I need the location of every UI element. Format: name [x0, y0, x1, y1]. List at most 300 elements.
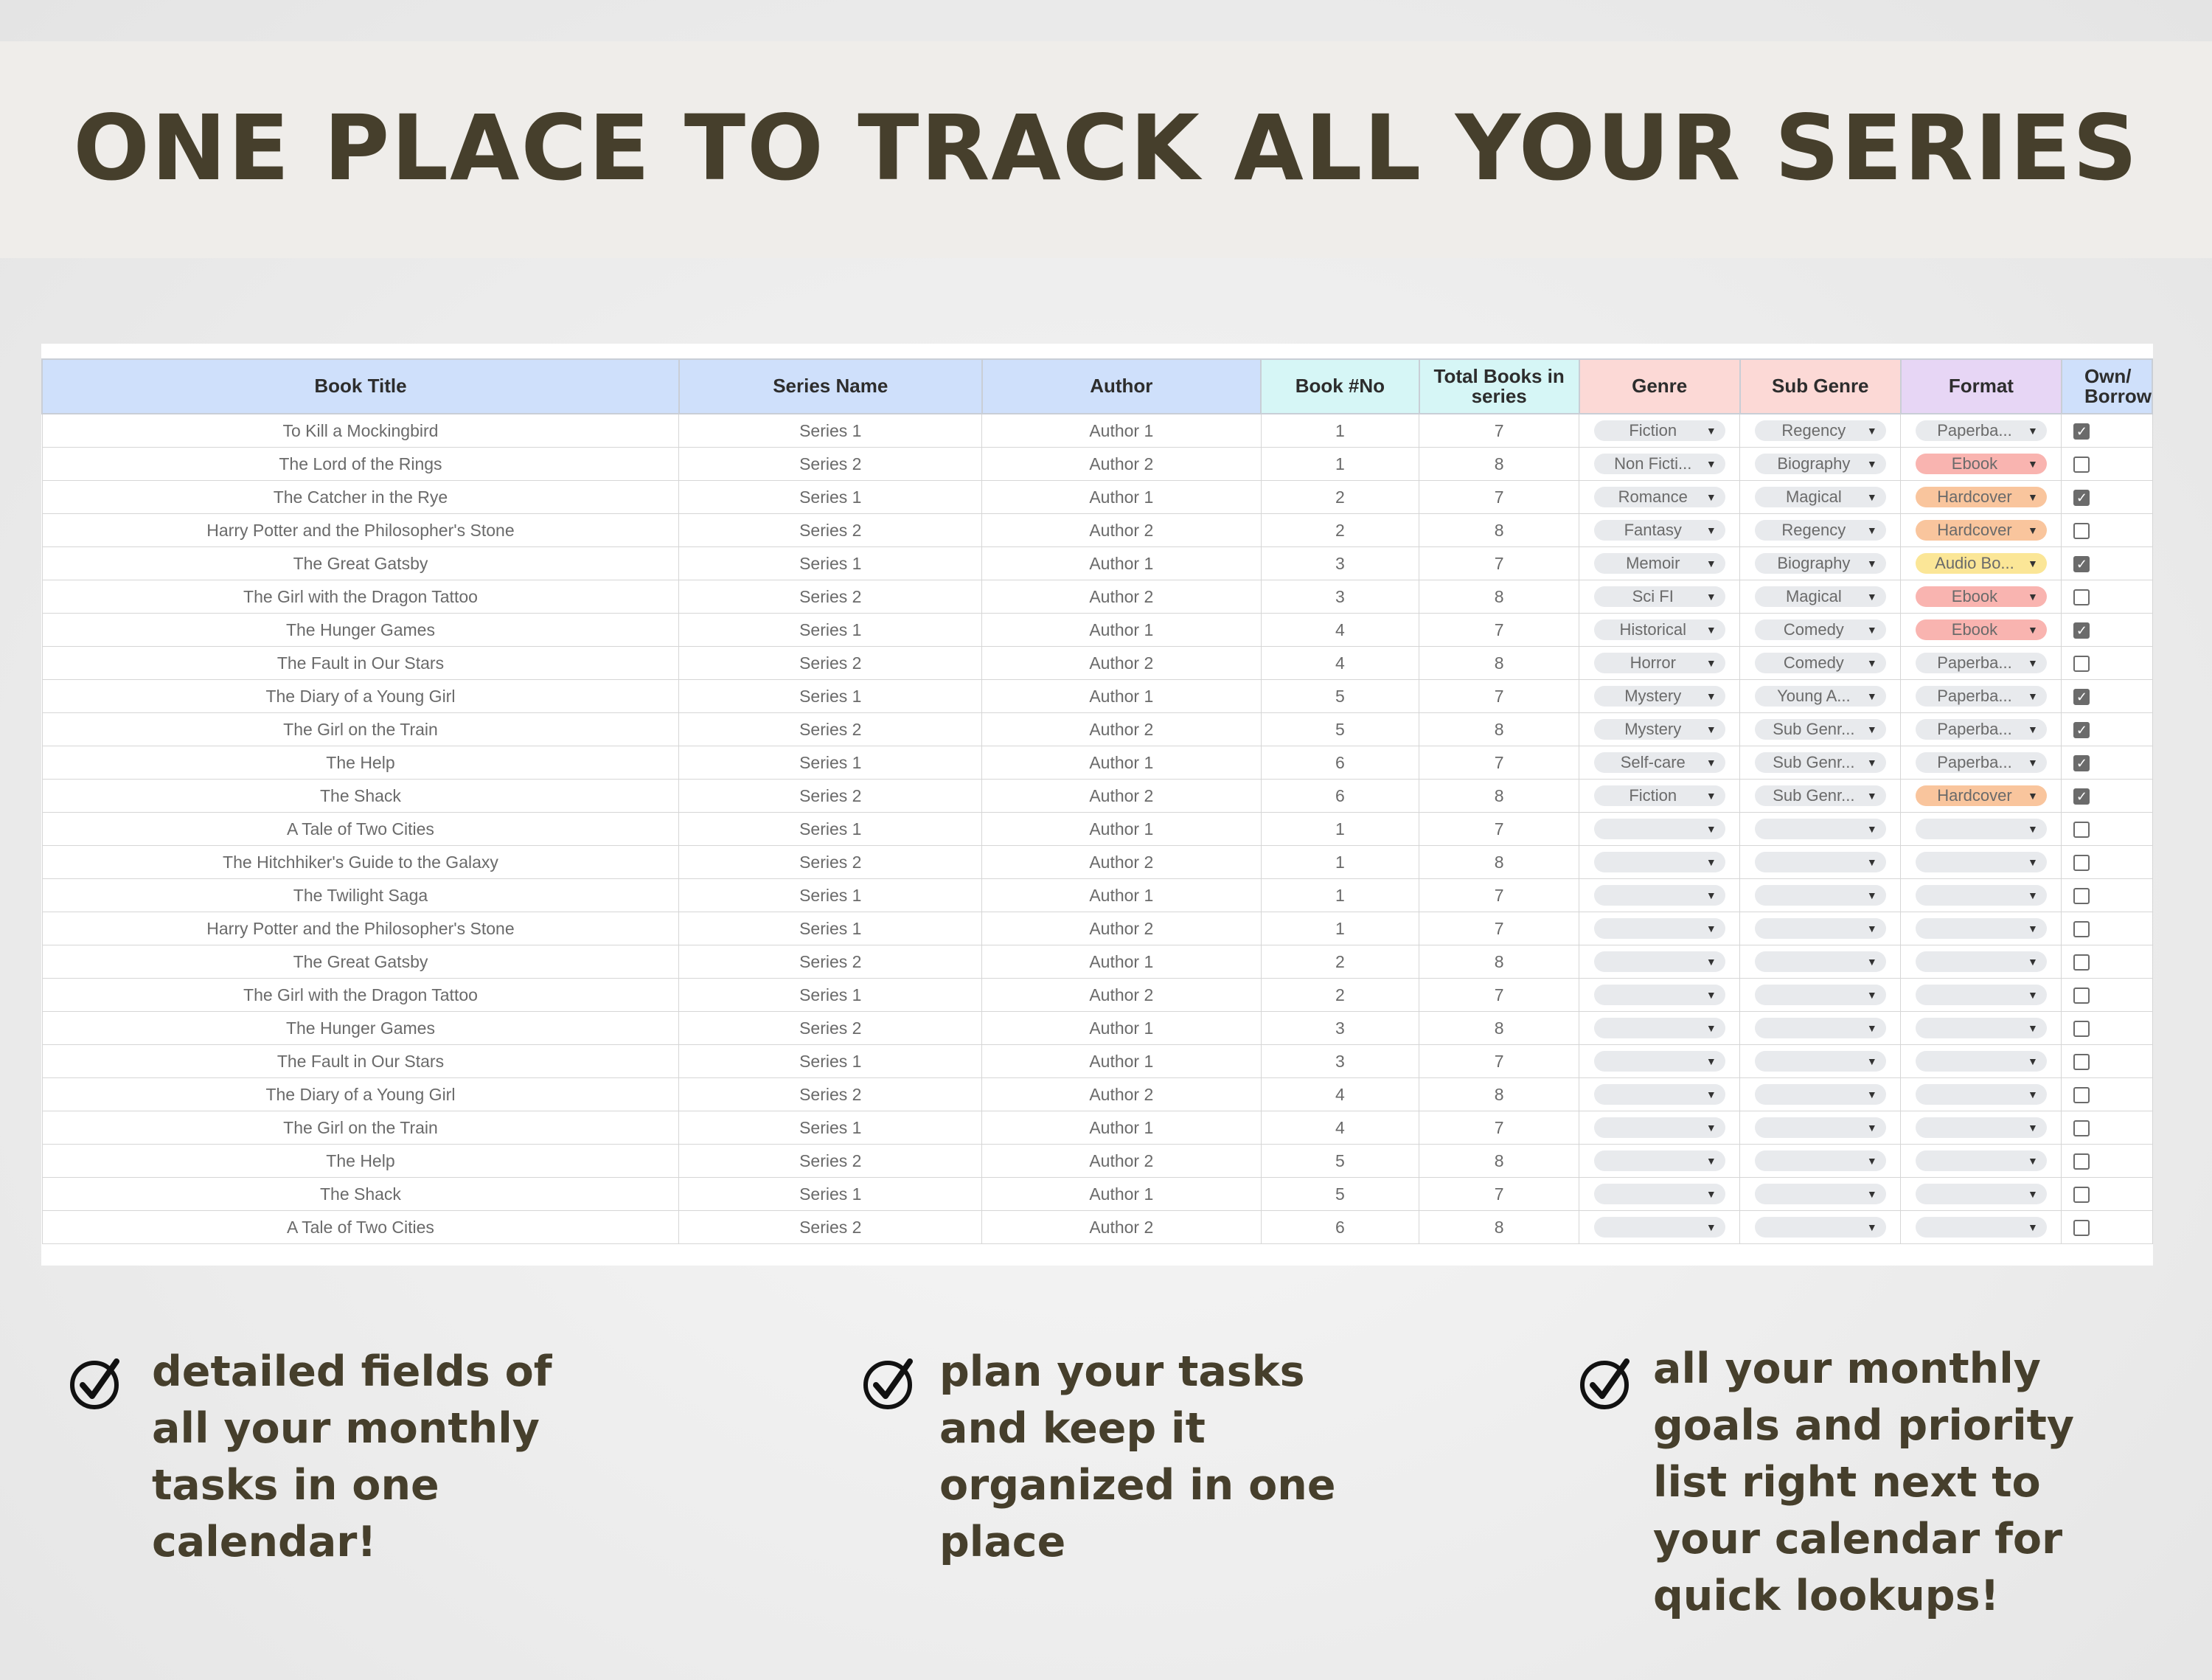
sub-genre-dropdown[interactable]: [1755, 719, 1886, 740]
own-checkbox[interactable]: ✓: [2073, 490, 2090, 506]
cell-book-title[interactable]: The Lord of the Rings: [42, 448, 679, 481]
header-book-title[interactable]: Book Title: [42, 359, 679, 414]
cell-book-title[interactable]: The Hunger Games: [42, 1012, 679, 1045]
cell-total-books[interactable]: 8: [1419, 514, 1579, 547]
cell-book-no[interactable]: 6: [1261, 1211, 1419, 1244]
cell-total-books[interactable]: 8: [1419, 780, 1579, 813]
check-circle-icon: [68, 1356, 124, 1412]
cell-series-name[interactable]: Series 2: [679, 514, 982, 547]
genre-dropdown[interactable]: [1594, 653, 1725, 673]
cell-book-no[interactable]: 5: [1261, 1145, 1419, 1178]
own-checkbox[interactable]: [2073, 523, 2090, 539]
cell-genre: [1579, 547, 1740, 580]
cell-author[interactable]: Author 2: [982, 979, 1261, 1012]
dropdown-value: Paperba...: [1937, 720, 2012, 739]
cell-series-name[interactable]: Series 2: [679, 580, 982, 614]
caret-down-icon: ▼: [1866, 458, 1877, 471]
cell-book-title[interactable]: The Great Gatsby: [42, 945, 679, 979]
cell-book-no[interactable]: 1: [1261, 813, 1419, 846]
genre-dropdown[interactable]: [1594, 1084, 1725, 1105]
cell-total-books[interactable]: 7: [1419, 746, 1579, 780]
cell-own-borrow: [2062, 1111, 2152, 1145]
sub-genre-dropdown[interactable]: [1755, 785, 1886, 806]
header-genre[interactable]: Genre: [1579, 359, 1740, 414]
cell-author[interactable]: Author 1: [982, 1111, 1261, 1145]
own-checkbox[interactable]: [2073, 457, 2090, 473]
cell-total-books[interactable]: 8: [1419, 1145, 1579, 1178]
own-checkbox[interactable]: [2073, 1021, 2090, 1037]
genre-dropdown[interactable]: [1594, 1150, 1725, 1171]
cell-sub-genre: [1740, 945, 1901, 979]
cell-genre: [1579, 680, 1740, 713]
caret-down-icon: ▼: [2028, 624, 2038, 636]
cell-book-title[interactable]: The Diary of a Young Girl: [42, 1078, 679, 1111]
cell-sub-genre: [1740, 912, 1901, 945]
cell-author[interactable]: Author 1: [982, 1178, 1261, 1211]
cell-series-name[interactable]: Series 1: [679, 1111, 982, 1145]
sub-genre-dropdown[interactable]: [1755, 752, 1886, 773]
cell-author[interactable]: Author 1: [982, 746, 1261, 780]
caret-down-icon: ▼: [2028, 1055, 2038, 1068]
caret-down-icon: ▼: [1705, 591, 1717, 603]
table-row: [42, 1178, 2152, 1211]
cell-total-books[interactable]: 8: [1419, 1211, 1579, 1244]
format-dropdown[interactable]: [1916, 553, 2047, 574]
genre-dropdown[interactable]: [1594, 752, 1725, 773]
own-checkbox[interactable]: [2073, 855, 2090, 871]
format-dropdown[interactable]: [1916, 1184, 2047, 1204]
format-dropdown[interactable]: [1916, 885, 2047, 906]
caret-down-icon: ▼: [1866, 790, 1877, 802]
cell-book-no[interactable]: 1: [1261, 879, 1419, 912]
cell-author[interactable]: Author 1: [982, 813, 1261, 846]
cell-author[interactable]: Author 1: [982, 879, 1261, 912]
sub-genre-dropdown[interactable]: [1755, 918, 1886, 939]
cell-book-no[interactable]: 1: [1261, 912, 1419, 945]
sub-genre-dropdown[interactable]: [1755, 1217, 1886, 1238]
cell-author[interactable]: Author 1: [982, 614, 1261, 647]
sub-genre-dropdown[interactable]: [1755, 520, 1886, 541]
genre-dropdown[interactable]: [1594, 785, 1725, 806]
header-own-borrow[interactable]: Own/ Borrow: [2062, 359, 2152, 414]
own-checkbox[interactable]: [2073, 1087, 2090, 1103]
cell-own-borrow: [2062, 547, 2152, 580]
cell-series-name[interactable]: Series 1: [679, 614, 982, 647]
cell-total-books[interactable]: 8: [1419, 448, 1579, 481]
genre-dropdown[interactable]: [1594, 454, 1725, 474]
cell-author[interactable]: Author 1: [982, 481, 1261, 514]
cell-series-name[interactable]: Series 1: [679, 879, 982, 912]
cell-series-name[interactable]: Series 1: [679, 547, 982, 580]
own-checkbox[interactable]: ✓: [2073, 689, 2090, 705]
cell-author[interactable]: Author 2: [982, 713, 1261, 746]
cell-genre: [1579, 414, 1740, 448]
cell-total-books[interactable]: 8: [1419, 713, 1579, 746]
cell-author[interactable]: Author 2: [982, 580, 1261, 614]
caret-down-icon: ▼: [2028, 790, 2038, 802]
genre-dropdown[interactable]: [1594, 985, 1725, 1005]
dropdown-value: Regency: [1781, 421, 1846, 440]
cell-author[interactable]: Author 1: [982, 547, 1261, 580]
sub-genre-dropdown[interactable]: [1755, 686, 1886, 707]
cell-total-books[interactable]: 8: [1419, 1012, 1579, 1045]
dropdown-value: Audio Bo...: [1935, 554, 2014, 573]
cell-book-title[interactable]: The Twilight Saga: [42, 879, 679, 912]
cell-total-books[interactable]: 8: [1419, 1078, 1579, 1111]
cell-book-title[interactable]: The Shack: [42, 1178, 679, 1211]
header-author[interactable]: Author: [982, 359, 1261, 414]
cell-book-title[interactable]: The Girl on the Train: [42, 713, 679, 746]
cell-author[interactable]: Author 1: [982, 414, 1261, 448]
caret-down-icon: ▼: [1866, 723, 1877, 736]
cell-sub-genre: [1740, 780, 1901, 813]
cell-book-title[interactable]: The Girl with the Dragon Tattoo: [42, 979, 679, 1012]
cell-total-books[interactable]: 7: [1419, 1178, 1579, 1211]
cell-book-no[interactable]: 2: [1261, 945, 1419, 979]
sub-genre-dropdown[interactable]: [1755, 553, 1886, 574]
own-checkbox[interactable]: [2073, 954, 2090, 971]
sub-genre-dropdown[interactable]: [1755, 487, 1886, 507]
format-dropdown[interactable]: [1916, 586, 2047, 607]
cell-book-title[interactable]: To Kill a Mockingbird: [42, 414, 679, 448]
cell-total-books[interactable]: 8: [1419, 945, 1579, 979]
format-dropdown[interactable]: [1916, 619, 2047, 640]
caret-down-icon: ▼: [1705, 889, 1717, 902]
cell-series-name[interactable]: Series 2: [679, 647, 982, 680]
cell-series-name[interactable]: Series 2: [679, 1211, 982, 1244]
cell-format: [1901, 1178, 2062, 1211]
cell-author[interactable]: Author 2: [982, 647, 1261, 680]
format-dropdown[interactable]: [1916, 653, 2047, 673]
cell-author[interactable]: Author 2: [982, 846, 1261, 879]
sub-genre-dropdown[interactable]: [1755, 420, 1886, 441]
genre-dropdown[interactable]: [1594, 1117, 1725, 1138]
caret-down-icon: ▼: [2028, 1122, 2038, 1134]
cell-author[interactable]: Author 2: [982, 912, 1261, 945]
cell-book-title[interactable]: The Diary of a Young Girl: [42, 680, 679, 713]
cell-total-books[interactable]: 7: [1419, 680, 1579, 713]
caret-down-icon: ▼: [2028, 591, 2038, 603]
cell-author[interactable]: Author 1: [982, 945, 1261, 979]
table-row: [42, 1078, 2152, 1111]
cell-total-books[interactable]: 7: [1419, 414, 1579, 448]
format-dropdown[interactable]: [1916, 1018, 2047, 1038]
sub-genre-dropdown[interactable]: [1755, 985, 1886, 1005]
cell-own-borrow: [2062, 945, 2152, 979]
own-checkbox[interactable]: ✓: [2073, 622, 2090, 639]
sub-genre-dropdown[interactable]: [1755, 619, 1886, 640]
sub-genre-dropdown[interactable]: [1755, 586, 1886, 607]
cell-format: [1901, 945, 2062, 979]
check-circle-icon: [1578, 1356, 1634, 1412]
format-dropdown[interactable]: [1916, 819, 2047, 839]
format-dropdown[interactable]: [1916, 918, 2047, 939]
header-total-books[interactable]: Total Books in series: [1419, 359, 1579, 414]
genre-dropdown[interactable]: [1594, 918, 1725, 939]
format-dropdown[interactable]: [1916, 985, 2047, 1005]
cell-format: [1901, 547, 2062, 580]
cell-series-name[interactable]: Series 2: [679, 1012, 982, 1045]
cell-book-title[interactable]: A Tale of Two Cities: [42, 1211, 679, 1244]
cell-book-no[interactable]: 4: [1261, 614, 1419, 647]
cell-book-no[interactable]: 6: [1261, 780, 1419, 813]
own-checkbox[interactable]: ✓: [2073, 788, 2090, 805]
genre-dropdown[interactable]: [1594, 1018, 1725, 1038]
sub-genre-dropdown[interactable]: [1755, 1117, 1886, 1138]
sub-genre-dropdown[interactable]: [1755, 1051, 1886, 1072]
cell-total-books[interactable]: 7: [1419, 547, 1579, 580]
own-checkbox[interactable]: [2073, 589, 2090, 605]
cell-total-books[interactable]: 7: [1419, 1045, 1579, 1078]
genre-dropdown[interactable]: [1594, 487, 1725, 507]
sub-genre-dropdown[interactable]: [1755, 1018, 1886, 1038]
caret-down-icon: ▼: [2028, 558, 2038, 570]
cell-series-name[interactable]: Series 1: [679, 813, 982, 846]
format-dropdown[interactable]: [1916, 520, 2047, 541]
cell-book-no[interactable]: 2: [1261, 979, 1419, 1012]
cell-book-no[interactable]: 1: [1261, 414, 1419, 448]
cell-book-no[interactable]: 4: [1261, 1111, 1419, 1145]
own-checkbox[interactable]: [2073, 1187, 2090, 1203]
header-sub-genre[interactable]: Sub Genre: [1740, 359, 1901, 414]
own-checkbox[interactable]: [2073, 987, 2090, 1004]
cell-format: [1901, 1211, 2062, 1244]
cell-book-title[interactable]: Harry Potter and the Philosopher's Stone: [42, 514, 679, 547]
cell-series-name[interactable]: Series 1: [679, 414, 982, 448]
genre-dropdown[interactable]: [1594, 1184, 1725, 1204]
cell-sub-genre: [1740, 879, 1901, 912]
cell-book-no[interactable]: 3: [1261, 1045, 1419, 1078]
header-series-name[interactable]: Series Name: [679, 359, 982, 414]
table-row: [42, 746, 2152, 780]
caret-down-icon: ▼: [1705, 989, 1717, 1002]
cell-book-no[interactable]: 3: [1261, 580, 1419, 614]
caret-down-icon: ▼: [1705, 923, 1717, 935]
cell-book-no[interactable]: 4: [1261, 1078, 1419, 1111]
cell-format: [1901, 414, 2062, 448]
caret-down-icon: ▼: [1866, 1188, 1877, 1201]
cell-series-name[interactable]: Series 2: [679, 448, 982, 481]
format-dropdown[interactable]: [1916, 1117, 2047, 1138]
genre-dropdown[interactable]: [1594, 719, 1725, 740]
cell-author[interactable]: Author 2: [982, 1145, 1261, 1178]
cell-book-title[interactable]: The Fault in Our Stars: [42, 1045, 679, 1078]
cell-sub-genre: [1740, 1078, 1901, 1111]
cell-author[interactable]: Author 2: [982, 1211, 1261, 1244]
cell-own-borrow: [2062, 813, 2152, 846]
caret-down-icon: ▼: [2028, 1155, 2038, 1167]
cell-series-name[interactable]: Series 2: [679, 1078, 982, 1111]
genre-dropdown[interactable]: [1594, 852, 1725, 872]
own-checkbox[interactable]: [2073, 1220, 2090, 1236]
caret-down-icon: ▼: [1705, 823, 1717, 836]
cell-series-name[interactable]: Series 1: [679, 979, 982, 1012]
cell-book-title[interactable]: The Great Gatsby: [42, 547, 679, 580]
cell-author[interactable]: Author 2: [982, 514, 1261, 547]
sub-genre-dropdown[interactable]: [1755, 454, 1886, 474]
own-checkbox[interactable]: [2073, 656, 2090, 672]
cell-book-no[interactable]: 5: [1261, 1178, 1419, 1211]
cell-total-books[interactable]: 7: [1419, 614, 1579, 647]
cell-book-title[interactable]: The Fault in Our Stars: [42, 647, 679, 680]
own-checkbox[interactable]: [2073, 1054, 2090, 1070]
caret-down-icon: ▼: [1866, 889, 1877, 902]
dropdown-value: Magical: [1785, 587, 1842, 606]
format-dropdown[interactable]: [1916, 487, 2047, 507]
own-checkbox[interactable]: [2073, 822, 2090, 838]
table-row: [42, 680, 2152, 713]
cell-total-books[interactable]: 7: [1419, 1111, 1579, 1145]
sub-genre-dropdown[interactable]: [1755, 852, 1886, 872]
dropdown-value: Comedy: [1783, 653, 1844, 673]
format-dropdown[interactable]: [1916, 752, 2047, 773]
format-dropdown[interactable]: [1916, 420, 2047, 441]
cell-series-name[interactable]: Series 2: [679, 945, 982, 979]
cell-series-name[interactable]: Series 1: [679, 1178, 982, 1211]
header-book-no[interactable]: Book #No: [1261, 359, 1419, 414]
own-checkbox[interactable]: [2073, 1153, 2090, 1170]
cell-book-title[interactable]: The Hitchhiker's Guide to the Galaxy: [42, 846, 679, 879]
sub-genre-dropdown[interactable]: [1755, 1084, 1886, 1105]
cell-author[interactable]: Author 2: [982, 448, 1261, 481]
cell-total-books[interactable]: 8: [1419, 846, 1579, 879]
dropdown-value: Biography: [1777, 554, 1851, 573]
genre-dropdown[interactable]: [1594, 520, 1725, 541]
cell-author[interactable]: Author 1: [982, 1045, 1261, 1078]
caret-down-icon: ▼: [1705, 425, 1717, 437]
cell-sub-genre: [1740, 813, 1901, 846]
dropdown-value: Horror: [1630, 653, 1676, 673]
own-checkbox[interactable]: ✓: [2073, 722, 2090, 738]
cell-series-name[interactable]: Series 1: [679, 680, 982, 713]
caret-down-icon: ▼: [1866, 558, 1877, 570]
cell-book-no[interactable]: 2: [1261, 481, 1419, 514]
own-checkbox[interactable]: ✓: [2073, 423, 2090, 440]
caret-down-icon: ▼: [2028, 757, 2038, 769]
cell-book-no[interactable]: 6: [1261, 746, 1419, 780]
cell-genre: [1579, 979, 1740, 1012]
cell-format: [1901, 912, 2062, 945]
format-dropdown[interactable]: [1916, 1084, 2047, 1105]
format-dropdown[interactable]: [1916, 454, 2047, 474]
cell-book-no[interactable]: 1: [1261, 448, 1419, 481]
own-checkbox[interactable]: [2073, 921, 2090, 937]
format-dropdown[interactable]: [1916, 1051, 2047, 1072]
cell-total-books[interactable]: 7: [1419, 912, 1579, 945]
cell-book-title[interactable]: The Catcher in the Rye: [42, 481, 679, 514]
cell-book-title[interactable]: The Shack: [42, 780, 679, 813]
cell-series-name[interactable]: Series 2: [679, 846, 982, 879]
cell-own-borrow: [2062, 1078, 2152, 1111]
cell-series-name[interactable]: Series 2: [679, 780, 982, 813]
format-dropdown[interactable]: [1916, 719, 2047, 740]
format-dropdown[interactable]: [1916, 1217, 2047, 1238]
cell-series-name[interactable]: Series 1: [679, 912, 982, 945]
sub-genre-dropdown[interactable]: [1755, 1150, 1886, 1171]
cell-author[interactable]: Author 2: [982, 1078, 1261, 1111]
dropdown-value: Paperba...: [1937, 421, 2012, 440]
genre-dropdown[interactable]: [1594, 1051, 1725, 1072]
cell-book-title[interactable]: The Girl on the Train: [42, 1111, 679, 1145]
genre-dropdown[interactable]: [1594, 420, 1725, 441]
cell-total-books[interactable]: 8: [1419, 647, 1579, 680]
own-checkbox[interactable]: ✓: [2073, 755, 2090, 771]
caret-down-icon: ▼: [1705, 723, 1717, 736]
title-banner: [0, 41, 2212, 258]
format-dropdown[interactable]: [1916, 951, 2047, 972]
sub-genre-dropdown[interactable]: [1755, 1184, 1886, 1204]
cell-author[interactable]: Author 1: [982, 1012, 1261, 1045]
cell-book-no[interactable]: 5: [1261, 680, 1419, 713]
sub-genre-dropdown[interactable]: [1755, 819, 1886, 839]
cell-total-books[interactable]: 7: [1419, 481, 1579, 514]
caret-down-icon: ▼: [1866, 524, 1877, 537]
genre-dropdown[interactable]: [1594, 885, 1725, 906]
cell-book-title[interactable]: The Girl with the Dragon Tattoo: [42, 580, 679, 614]
genre-dropdown[interactable]: [1594, 586, 1725, 607]
cell-book-title[interactable]: The Help: [42, 746, 679, 780]
cell-series-name[interactable]: Series 1: [679, 746, 982, 780]
sub-genre-dropdown[interactable]: [1755, 951, 1886, 972]
genre-dropdown[interactable]: [1594, 553, 1725, 574]
caret-down-icon: ▼: [1705, 1122, 1717, 1134]
cell-total-books[interactable]: 7: [1419, 979, 1579, 1012]
own-checkbox[interactable]: [2073, 888, 2090, 904]
own-checkbox[interactable]: ✓: [2073, 556, 2090, 572]
genre-dropdown[interactable]: [1594, 619, 1725, 640]
cell-book-no[interactable]: 3: [1261, 1012, 1419, 1045]
caret-down-icon: ▼: [1705, 956, 1717, 968]
cell-author[interactable]: Author 2: [982, 780, 1261, 813]
cell-total-books[interactable]: 7: [1419, 813, 1579, 846]
cell-series-name[interactable]: Series 2: [679, 1145, 982, 1178]
format-dropdown[interactable]: [1916, 785, 2047, 806]
cell-total-books[interactable]: 7: [1419, 879, 1579, 912]
genre-dropdown[interactable]: [1594, 1217, 1725, 1238]
genre-dropdown[interactable]: [1594, 686, 1725, 707]
cell-sub-genre: [1740, 713, 1901, 746]
cell-total-books[interactable]: 8: [1419, 580, 1579, 614]
dropdown-value: Mystery: [1624, 720, 1682, 739]
dropdown-value: Fantasy: [1624, 521, 1682, 540]
format-dropdown[interactable]: [1916, 1150, 2047, 1171]
genre-dropdown[interactable]: [1594, 819, 1725, 839]
genre-dropdown[interactable]: [1594, 951, 1725, 972]
sub-genre-dropdown[interactable]: [1755, 653, 1886, 673]
sub-genre-dropdown[interactable]: [1755, 885, 1886, 906]
format-dropdown[interactable]: [1916, 852, 2047, 872]
cell-series-name[interactable]: Series 1: [679, 1045, 982, 1078]
cell-book-title[interactable]: Harry Potter and the Philosopher's Stone: [42, 912, 679, 945]
cell-book-title[interactable]: The Help: [42, 1145, 679, 1178]
cell-series-name[interactable]: Series 1: [679, 481, 982, 514]
dropdown-value: Fiction: [1629, 786, 1677, 805]
cell-format: [1901, 713, 2062, 746]
cell-book-no[interactable]: 2: [1261, 514, 1419, 547]
cell-book-no[interactable]: 1: [1261, 846, 1419, 879]
format-dropdown[interactable]: [1916, 686, 2047, 707]
cell-book-title[interactable]: A Tale of Two Cities: [42, 813, 679, 846]
own-checkbox[interactable]: [2073, 1120, 2090, 1136]
cell-book-no[interactable]: 4: [1261, 647, 1419, 680]
header-format[interactable]: Format: [1901, 359, 2062, 414]
cell-genre: [1579, 945, 1740, 979]
cell-author[interactable]: Author 1: [982, 680, 1261, 713]
cell-series-name[interactable]: Series 2: [679, 713, 982, 746]
cell-book-no[interactable]: 3: [1261, 547, 1419, 580]
cell-book-no[interactable]: 5: [1261, 713, 1419, 746]
cell-book-title[interactable]: The Hunger Games: [42, 614, 679, 647]
